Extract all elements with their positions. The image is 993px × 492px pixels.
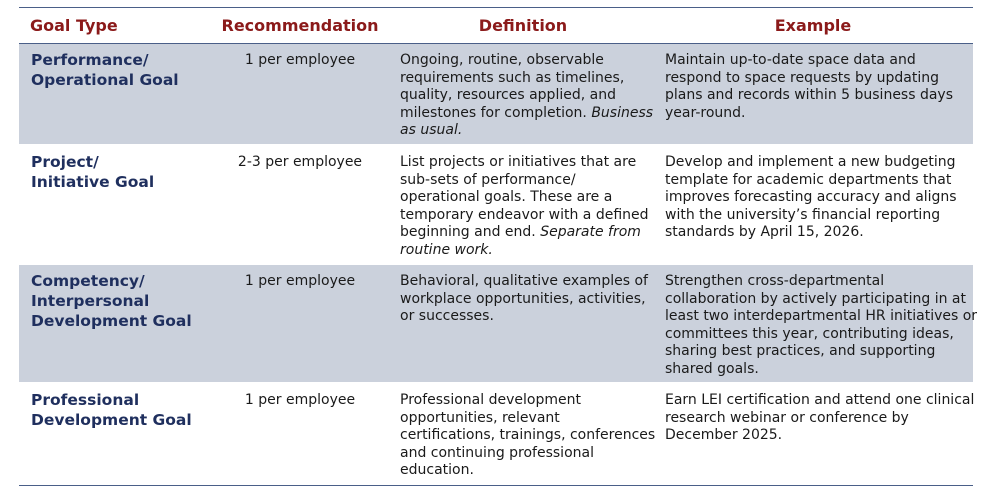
definition-line: temporary endeavor with a defined	[400, 206, 649, 223]
example-cell	[665, 52, 970, 122]
example-line: Develop and implement a new budgeting	[665, 154, 956, 170]
goal-type-line: Project/	[31, 153, 99, 171]
example-cell	[665, 273, 978, 379]
definition-line: workplace opportunities, activities,	[400, 290, 646, 307]
definition-line: milestones for completion.	[400, 104, 587, 121]
example-line: standards by April 15, 2026.	[665, 224, 864, 241]
recommendation-cell: 1 per employee	[244, 52, 356, 68]
goal-type-line: Initiative Goal	[31, 173, 155, 191]
header-example: Example	[774, 15, 852, 35]
example-line: year-round.	[665, 104, 746, 121]
table-row	[19, 44, 973, 144]
goal-type-cell	[31, 152, 221, 192]
definition-line: List projects or initiatives that are	[400, 154, 637, 170]
header-goal-type: Goal Type	[30, 15, 118, 35]
definition-line: operational goals. These are a	[400, 189, 613, 206]
definition-line: Professional development	[400, 392, 581, 408]
example-line: December 2025.	[665, 427, 783, 444]
example-line: collaboration by actively participating in at	[665, 290, 966, 307]
goal-type-line: Professional	[31, 391, 140, 409]
example-line: research webinar or conference by	[665, 409, 909, 426]
definition-line: or successes.	[400, 308, 494, 325]
definition-line: sub-sets of performance/	[400, 171, 576, 188]
definition-line: and continuing professional	[400, 444, 594, 461]
definition-cell: Ongoing, routine, observable requirements such as timelines, quality, resources applied, and milestones for completion. Business as usual.	[400, 52, 654, 139]
example-line: sharing best practices, and supporting	[665, 343, 936, 360]
definition-cell	[400, 273, 655, 326]
header-recommendation: Recommendation	[221, 15, 379, 35]
definition-line: Ongoing, routine, observable	[400, 52, 604, 68]
goal-type-line: Operational Goal	[31, 71, 179, 89]
table-row	[19, 146, 973, 265]
example-line: with the university’s financial reporting	[665, 206, 941, 223]
goal-type-cell	[31, 50, 221, 90]
example-line: shared goals.	[665, 360, 759, 377]
definition-line: education.	[400, 462, 474, 479]
example-line: committees this year, contributing ideas,	[665, 325, 954, 342]
example-line: respond to space requests by updating	[665, 69, 939, 86]
definition-cell	[400, 392, 655, 480]
table-bottom-rule	[19, 485, 973, 486]
goal-type-line: Development Goal	[31, 312, 192, 330]
goal-type-line: Development Goal	[31, 411, 192, 429]
definition-line: certifications, trainings, conferences	[400, 427, 656, 444]
recommendation-cell: 2-3 per employee	[237, 154, 363, 170]
recommendation-cell: 1 per employee	[244, 392, 356, 408]
example-cell	[665, 154, 970, 242]
table-row	[19, 384, 973, 484]
example-line: template for academic departments that	[665, 171, 952, 188]
goal-type-line: Competency/	[31, 272, 145, 290]
goal-type-line: Performance/	[31, 51, 149, 69]
example-line: plans and records within 5 business days	[665, 87, 954, 104]
recommendation-cell: 1 per employee	[244, 273, 356, 289]
definition-line: Behavioral, qualitative examples of	[400, 273, 648, 289]
example-cell	[665, 392, 975, 445]
example-line: Strengthen cross-departmental	[665, 273, 885, 289]
example-line: Maintain up-to-date space data and	[665, 52, 916, 68]
example-line: least two interdepartmental HR initiatives or	[665, 308, 978, 325]
definition-cell: List projects or initiatives that are sub-sets of performance/ operational goals. These are a temporary endeavor with a defined beginning and end. Separate from routine work.	[400, 154, 655, 260]
example-line: Earn LEI certification and attend one clinical	[665, 392, 975, 408]
example-line: improves forecasting accuracy and aligns	[665, 189, 957, 206]
goal-type-cell	[31, 271, 221, 331]
definition-line: beginning and end.	[400, 224, 536, 241]
table-row	[19, 265, 978, 382]
definition-line: requirements such as timelines,	[400, 69, 625, 86]
goal-type-cell	[31, 390, 221, 430]
definition-line: quality, resources applied, and	[400, 87, 616, 104]
goal-type-line: Interpersonal	[31, 292, 150, 310]
definition-line: opportunities, relevant	[400, 409, 560, 426]
header-definition: Definition	[478, 15, 568, 35]
